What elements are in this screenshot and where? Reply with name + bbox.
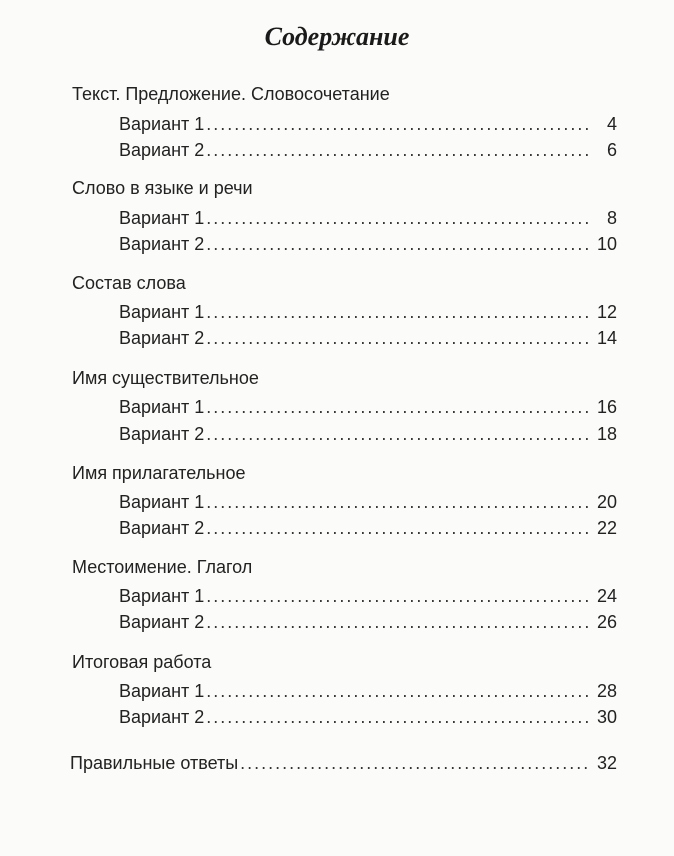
page-number: 16	[596, 397, 617, 417]
entry-label: Вариант 1	[119, 681, 205, 701]
toc-entry[interactable]	[119, 492, 617, 513]
page-number: 32	[596, 753, 617, 773]
entry-label: Вариант 2	[119, 612, 205, 632]
toc-entry[interactable]	[119, 707, 617, 728]
leader-dots	[206, 302, 591, 323]
page-number: 26	[596, 612, 617, 632]
leader-dots	[206, 234, 591, 255]
toc-entry[interactable]	[119, 681, 617, 702]
leader-dots	[206, 208, 591, 229]
entry-label: Вариант 2	[119, 234, 205, 254]
leader-dots	[206, 681, 591, 702]
toc-entry[interactable]	[119, 114, 617, 135]
page-number: 20	[596, 492, 617, 512]
toc-entry[interactable]	[119, 140, 617, 161]
entry-label: Вариант 1	[119, 586, 205, 606]
entry-label: Вариант 2	[119, 518, 205, 538]
page-number: 22	[596, 518, 617, 538]
toc-entry-answers[interactable]	[70, 753, 617, 774]
entry-label: Вариант 1	[119, 208, 205, 228]
page-title: Содержание	[264, 22, 410, 51]
leader-dots	[206, 612, 591, 633]
toc-entry[interactable]	[119, 397, 617, 418]
leader-dots	[206, 424, 591, 445]
section-title: Текст. Предложение. Словосочетание	[72, 84, 390, 104]
leader-dots	[206, 114, 591, 135]
toc-entry[interactable]	[119, 302, 617, 323]
leader-dots	[240, 753, 591, 774]
entry-label: Правильные ответы	[70, 753, 239, 773]
leader-dots	[206, 328, 591, 349]
toc-entry[interactable]	[119, 612, 617, 633]
entry-label: Вариант 1	[119, 302, 205, 322]
entry-label: Вариант 2	[119, 424, 205, 444]
page-number: 30	[596, 707, 617, 727]
leader-dots	[206, 518, 591, 539]
page-number: 18	[596, 424, 617, 444]
toc-entry[interactable]	[119, 518, 617, 539]
entry-label: Вариант 1	[119, 397, 205, 417]
toc-entry[interactable]	[119, 208, 617, 229]
leader-dots	[206, 140, 591, 161]
toc-entry[interactable]	[119, 424, 617, 445]
page-number: 4	[606, 114, 617, 134]
entry-label: Вариант 2	[119, 707, 205, 727]
leader-dots	[206, 586, 591, 607]
page-number: 28	[596, 681, 617, 701]
toc-entry[interactable]	[119, 328, 617, 349]
page-number: 8	[606, 208, 617, 228]
leader-dots	[206, 397, 591, 418]
page-number: 24	[596, 586, 617, 606]
entry-label: Вариант 2	[119, 140, 205, 160]
toc-entry[interactable]	[119, 586, 617, 607]
leader-dots	[206, 707, 591, 728]
section-title: Имя прилагательное	[72, 463, 246, 483]
toc-entry[interactable]	[119, 234, 617, 255]
entry-label: Вариант 2	[119, 328, 205, 348]
page-number: 12	[596, 302, 617, 322]
section-title: Местоимение. Глагол	[72, 557, 253, 577]
section-title: Итоговая работа	[72, 652, 212, 672]
section-title: Состав слова	[72, 273, 186, 293]
page-number: 14	[596, 328, 617, 348]
page-number: 6	[606, 140, 617, 160]
section-title: Слово в языке и речи	[72, 178, 253, 198]
leader-dots	[206, 492, 591, 513]
entry-label: Вариант 1	[119, 114, 205, 134]
page-number: 10	[596, 234, 617, 254]
entry-label: Вариант 1	[119, 492, 205, 512]
section-title: Имя существительное	[72, 368, 259, 388]
